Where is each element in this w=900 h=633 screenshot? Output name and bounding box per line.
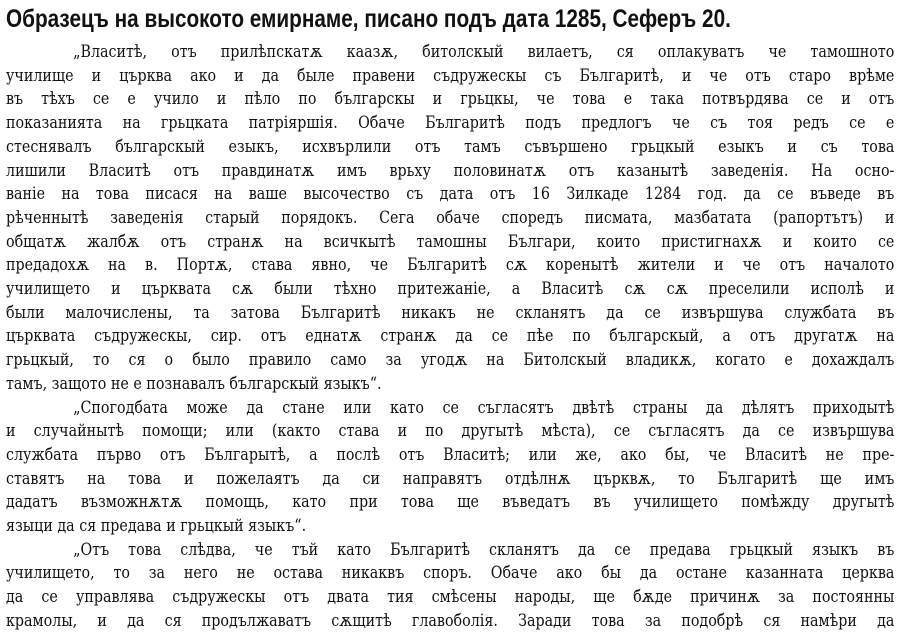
text-line: тамъ, защото не е познавалъ българскый языкъ“. (6, 373, 382, 393)
text-line: крамолы, и да ся продължаватъ сѫщитѣ главоболія. Заради това за подобрѣ ся намѣри да (6, 610, 895, 630)
text-line: предадохѫ на в. Портѫ, става явно, че Българитѣ сѫ коренытѣ жители и че отъ началото (6, 255, 895, 275)
text-line: рѣченнытѣ заведенія старый порядокъ. Сега обаче споредъ писмата, мазбатата (рапортътъ) и (6, 207, 895, 227)
text-line: и случайнытѣ помощи; или (както става и по другытѣ мѣста), се съгласятъ да се извършува (6, 421, 895, 441)
document-page (6, 4, 895, 630)
text-line: языци да ся предава и грьцкый языкъ“. (6, 516, 307, 536)
text-line: ставятъ на това и пожелаятъ да си направятъ отдѣлнѫ църквѫ, то Българитѣ ще имъ (6, 468, 895, 488)
paragraph-1 (6, 40, 894, 396)
text-line: стеснявалъ българскый езыкъ, исхвърлили отъ тамъ съвършено грьцкый езыкъ и съ това (6, 136, 895, 156)
text-line: „Отъ това слѣдва, че тъй като Българитѣ скланятъ да се предава грьцкый языкъ въ (73, 539, 895, 559)
text-line: „Власитѣ, отъ прилѣпскатѫ каазѫ, битолскый вилаетъ, ся оплакуватъ че тамошното (73, 42, 895, 61)
text-line: въ тѣхъ се е учило и пѣло по българскы и грьцкы, че това е така потвърдява се и отъ (6, 89, 895, 109)
text-line: были малочислены, та затова Българитѣ никакъ не скланятъ да се извършува службата въ (6, 302, 895, 322)
text-line: ваніе на това писася на ваше высочество съ дата отъ 16 Зилкаде 1284 год. да се въведе въ (6, 184, 895, 204)
text-line: службата първо отъ Българытѣ, а послѣ отъ Власитѣ; или же, ако бы, че Власитѣ не пре- (6, 444, 895, 464)
text-line: грьцкый, то ся о было правило само за угодѫ на Битолскый владикѫ, когато е дохаждалъ (6, 350, 895, 370)
text-line: „Спогодбата може да стане или като се съгласятъ двѣтѣ страны да дѣлятъ приходытѣ (73, 397, 895, 417)
text-line: дадатъ възможнѫтѫ помощь, като при това ще въведатъ въ училището помѣжду другытѣ (6, 492, 895, 512)
text-line: лишили Власитѣ отъ правдинатѫ имъ врьху половинатѫ отъ казанытѣ заведенія. На осно- (6, 160, 895, 180)
text-line: училище и църква ако и да быле правени съдружескы съ Българитѣ, и че отъ старо врѣме (6, 65, 895, 85)
text-line: да се управлява съдружескы отъ двата тия смѣсены народы, ще бѫде причинѫ за постоянны (6, 587, 895, 607)
text-line: църквата съдружескы, сир. отъ еднатѫ странѫ да се пѣе по българскый, а отъ другатѫ на (6, 326, 895, 346)
document-title: Образецъ на высокото емирнаме, писано подъ дата 1285, Сеферъ 20. (6, 5, 731, 33)
text-line: общатѫ жалбѫ отъ странѫ на всичкытѣ тамошны Българи, които пристигнахѫ и които се (6, 231, 895, 251)
paragraph-2 (6, 396, 894, 538)
paragraph-3 (6, 538, 894, 633)
text-line: училището, то за него не остава никаквъ споръ. Обаче ако бы да остане казанната церква (6, 563, 895, 583)
text-line: показанията на грьцката патріяршія. Обаче Българитѣ подъ предлогъ че съ тоя редъ се е (6, 113, 895, 133)
text-line: училището и църквата сѫ были тѣхно притежаніе, а Власитѣ сѫ сѫ преселили исполѣ и (6, 279, 895, 299)
